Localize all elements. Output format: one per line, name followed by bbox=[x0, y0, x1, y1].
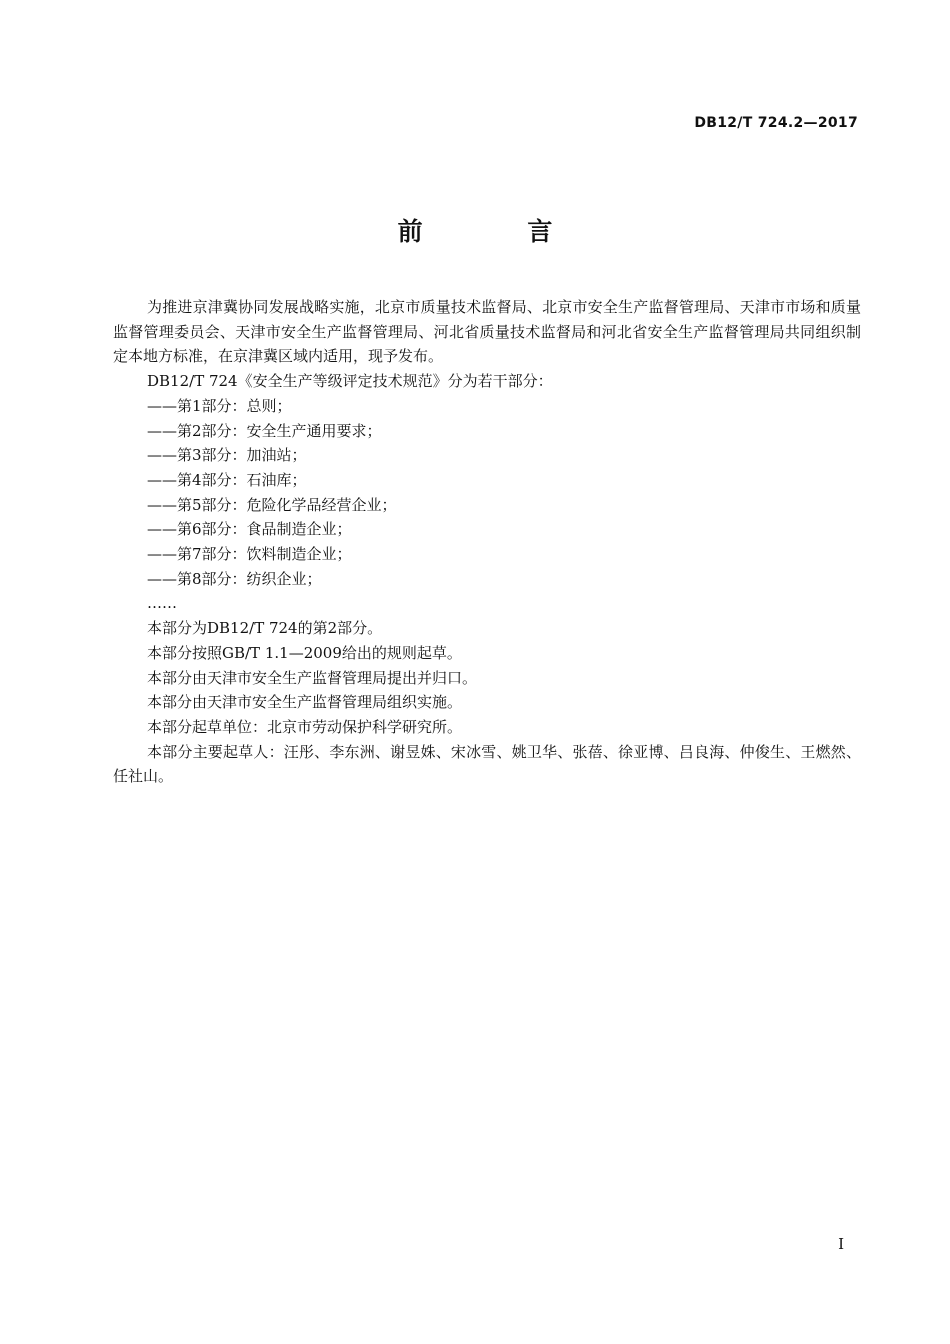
foreword-body bbox=[113, 295, 861, 789]
list-item-part-5: ——第5部分：危险化学品经营企业； bbox=[147, 495, 397, 514]
standard-code: DB12/T 724.2—2017 bbox=[694, 115, 858, 131]
statement-proposer: 本部分由天津市安全生产监督管理局提出并归口。 bbox=[147, 668, 478, 687]
statement-drafting-unit: 本部分起草单位：北京市劳动保护科学研究所。 bbox=[147, 717, 463, 736]
list-item-part-2: ——第2部分：安全生产通用要求； bbox=[147, 421, 382, 440]
page-title: 前 言 bbox=[397, 217, 601, 246]
statement-drafting-rules: 本部分按照GB/T 1.1—2009给出的规则起草。 bbox=[147, 643, 462, 662]
list-ellipsis: …… bbox=[147, 594, 177, 613]
list-item-part-6: ——第6部分：食品制造企业； bbox=[147, 520, 352, 539]
statement-implementer: 本部分由天津市安全生产监督管理局组织实施。 bbox=[147, 693, 463, 712]
statement-part-number: 本部分为DB12/T 724的第2部分。 bbox=[147, 619, 383, 638]
list-item-part-8: ——第8部分：纺织企业； bbox=[147, 569, 322, 588]
list-item-part-3: ——第3部分：加油站； bbox=[147, 446, 307, 465]
list-item-part-4: ——第4部分：石油库； bbox=[147, 470, 307, 489]
list-item-part-1: ——第1部分：总则； bbox=[147, 396, 292, 415]
parts-intro: DB12/T 724《安全生产等级评定技术规范》分为若干部分： bbox=[147, 372, 553, 391]
statement-drafters: 本部分主要起草人：汪彤、李东洲、谢昱姝、宋冰雪、姚卫华、张蓓、徐亚博、吕良海、仲俊生、王燃然、任社山。 bbox=[113, 742, 861, 786]
intro-paragraph: 为推进京津冀协同发展战略实施，北京市质量技术监督局、北京市安全生产监督管理局、天津市市场和质量监督管理委员会、天津市安全生产监督管理局、河北省质量技术监督局和河北省安全生产监督管理局共同组织制定本地方标准，在京津冀区域内适用，现予发布。 bbox=[113, 298, 861, 366]
page-number: I bbox=[838, 1235, 844, 1253]
list-item-part-7: ——第7部分：饮料制造企业； bbox=[147, 545, 352, 564]
